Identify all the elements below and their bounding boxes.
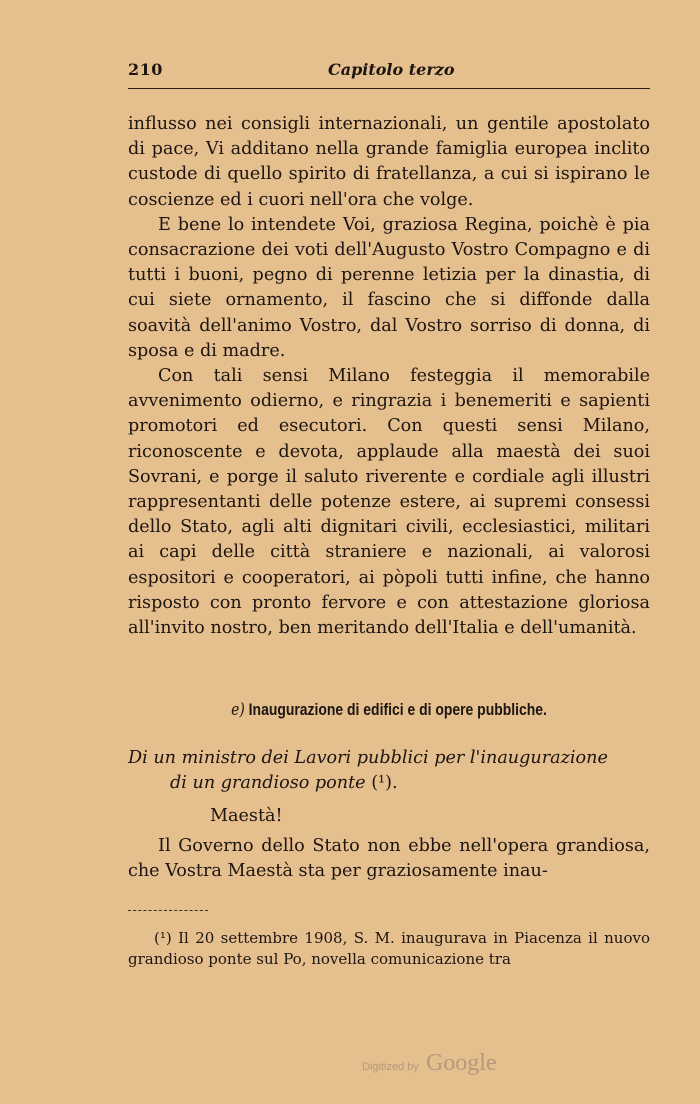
page-number: 210 [128, 60, 163, 79]
speech-title-line-2: di un grandioso ponte [170, 773, 366, 793]
paragraph: influsso nei consigli internazionali, un gentile apostolato di pace, Vi additano nella grande famiglia europea inclito custode di quello spirito di fratellanza, a cui si ispirano le coscienze ed i cuori nell'ora che volge. [128, 114, 650, 210]
section-title: Inaugurazione di edifici e di opere pubbliche. [248, 700, 547, 719]
watermark-google-logo: Google [425, 1050, 497, 1076]
speech-body [128, 834, 650, 884]
digitized-watermark [362, 1050, 497, 1077]
speech-title [128, 746, 650, 796]
footnote-text: (¹) Il 20 settembre 1908, S. M. inaugurava in Piacenza il nuovo grandioso ponte sul Po, novella comunicazione tra [128, 929, 650, 968]
speech-paragraph: Il Governo dello Stato non ebbe nell'opera grandiosa, che Vostra Maestà sta per graziosamente inau- [128, 836, 650, 882]
paragraph: E bene lo intendete Voi, graziosa Regina, poichè è pia consacrazione dei voti dell'Augusto Vostro Compagno e di tutti i buoni, pegno di perenne letizia per la dinastia, di cui siete ornamento, il fascino che si diffonde dalla soavità dell'animo Vostro, dal Vostro sorriso di donna, di sposa e di madre. [128, 214, 650, 361]
running-head: Capitolo terzo [328, 60, 455, 79]
footnote-reference: (¹). [371, 773, 398, 793]
footnote-divider [128, 910, 208, 911]
body-text [128, 112, 650, 641]
page-header [128, 58, 650, 89]
section-heading [175, 700, 603, 720]
footnote [128, 928, 650, 970]
salutation: Maestà! [210, 806, 283, 826]
section-letter: e) [231, 700, 245, 720]
watermark-digitized-label: Digitized by [362, 1061, 419, 1073]
paragraph: Con tali sensi Milano festeggia il memorabile avvenimento odierno, e ringrazia i benemeriti e sapienti promotori ed esecutori. Con questi sensi Milano, riconoscente e devota, applaude alla maestà dei suoi Sovrani, e porge il saluto riverente e cordiale agli illustri rappresentanti delle potenze estere, ai supremi consessi dello Stato, agli alti dignitari civili, ecclesiastici, militari ai capi delle città straniere e nazionali, ai valorosi espositori e cooperatori, ai pòpoli tutti infine, che hanno risposto con pronto fervore e con attestazione gloriosa all'invito nostro, ben meritando dell'Italia e dell'umanità. [128, 366, 650, 639]
speech-title-line-1: Di un ministro dei Lavori pubblici per l'inaugurazione [128, 748, 608, 768]
